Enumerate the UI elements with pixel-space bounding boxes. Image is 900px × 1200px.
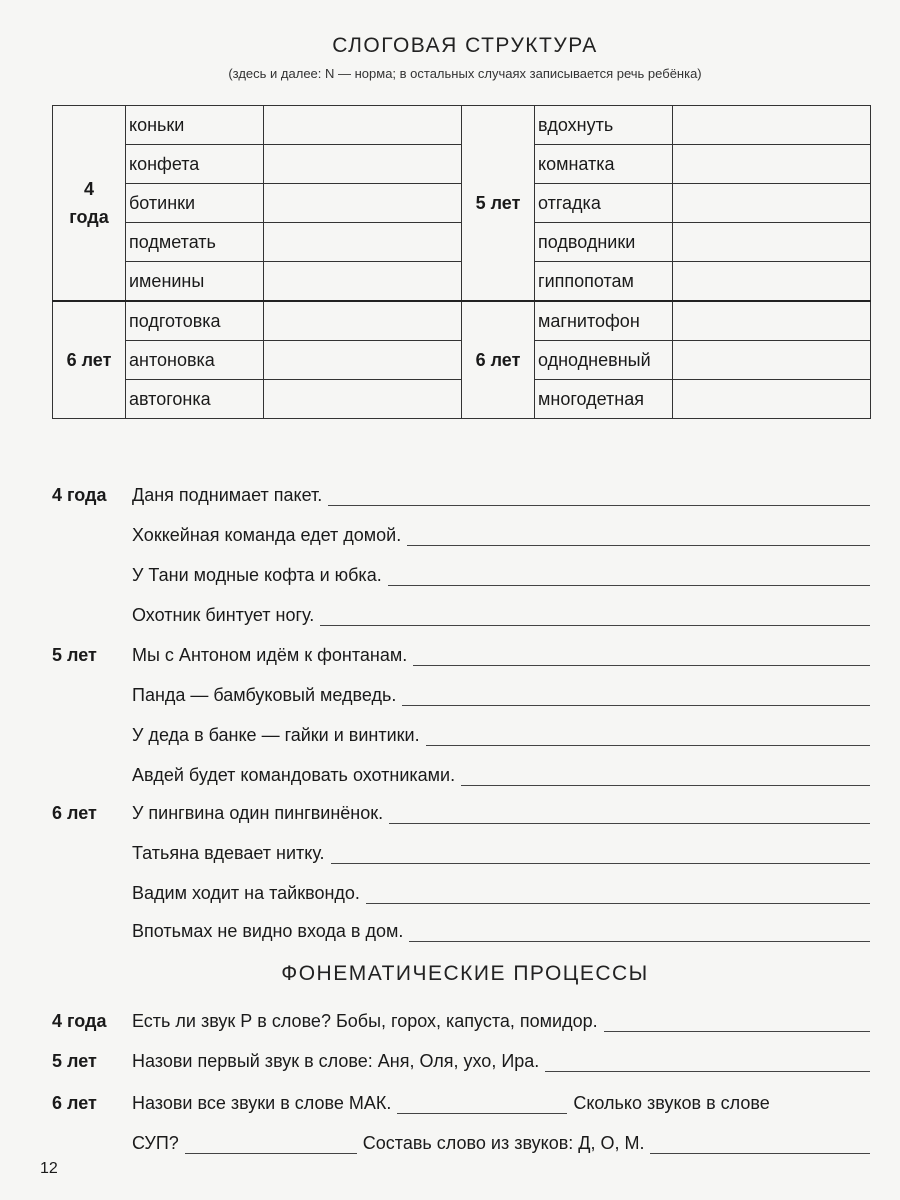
answer-cell[interactable] xyxy=(673,106,871,145)
age-cell: 5 лет xyxy=(462,106,535,302)
phonematic-row xyxy=(52,1124,870,1154)
task-text: Составь слово из звуков: Д, О, М. xyxy=(362,1133,645,1153)
age-label: 4 года xyxy=(52,1011,107,1031)
page-number: 12 xyxy=(40,1160,58,1177)
word-cell: отгадка xyxy=(535,184,673,223)
answer-cell[interactable] xyxy=(264,380,462,419)
age-label: 6 лет xyxy=(52,1093,97,1113)
task-text: Есть ли звук Р в слове? Бобы, горох, капуста, помидор. xyxy=(132,1011,598,1031)
sentence-text: У Тани модные кофта и юбка. xyxy=(132,565,382,585)
answer-cell[interactable] xyxy=(264,262,462,302)
age-label: 5 лет xyxy=(52,645,97,665)
sentence-row xyxy=(52,794,870,824)
age-label: 4 года xyxy=(52,485,107,505)
word-cell: однодневный xyxy=(535,341,673,380)
answer-line[interactable] xyxy=(388,567,870,586)
answer-line[interactable] xyxy=(407,527,870,546)
answer-line[interactable] xyxy=(320,607,870,626)
sentence-text: Охотник бинтует ногу. xyxy=(132,605,315,625)
section-note: (здесь и далее: N — норма; в остальных случаях записывается речь ребёнка) xyxy=(228,66,702,81)
word-cell: подметать xyxy=(126,223,264,262)
sentence-row xyxy=(52,556,870,586)
answer-line[interactable] xyxy=(331,845,870,864)
answer-line[interactable] xyxy=(604,1013,870,1032)
answer-cell[interactable] xyxy=(264,145,462,184)
word-cell: подводники xyxy=(535,223,673,262)
section-title-syllable-structure: СЛОГОВАЯ СТРУКТУРА xyxy=(332,34,598,57)
sentence-text: Авдей будет командовать охотниками. xyxy=(132,765,456,785)
word-cell: антоновка xyxy=(126,341,264,380)
answer-line[interactable] xyxy=(426,727,870,746)
sentence-text: Мы с Антоном идём к фонтанам. xyxy=(132,645,408,665)
word-cell: многодетная xyxy=(535,380,673,419)
phonematic-row xyxy=(52,1084,870,1114)
sentence-row xyxy=(52,834,870,864)
word-cell: конфета xyxy=(126,145,264,184)
word-cell: подготовка xyxy=(126,301,264,341)
answer-cell[interactable] xyxy=(673,184,871,223)
word-cell: именины xyxy=(126,262,264,302)
answer-line[interactable] xyxy=(402,687,870,706)
sentence-row xyxy=(52,516,870,546)
phonematic-row xyxy=(52,1002,870,1032)
answer-line[interactable] xyxy=(650,1135,870,1154)
answer-cell[interactable] xyxy=(673,262,871,302)
answer-line[interactable] xyxy=(366,885,870,904)
answer-line[interactable] xyxy=(389,805,870,824)
word-cell: комнатка xyxy=(535,145,673,184)
answer-cell[interactable] xyxy=(264,184,462,223)
answer-cell[interactable] xyxy=(673,145,871,184)
answer-cell[interactable] xyxy=(673,223,871,262)
answer-line[interactable] xyxy=(545,1053,870,1072)
task-text: Назови первый звук в слове: Аня, Оля, ухо, Ира. xyxy=(132,1051,540,1071)
sentence-row xyxy=(52,912,870,942)
table-row xyxy=(53,301,871,341)
answer-cell[interactable] xyxy=(673,380,871,419)
answer-cell[interactable] xyxy=(264,341,462,380)
sentence-row xyxy=(52,676,870,706)
age-cell: 4 года xyxy=(53,106,126,302)
sentence-row xyxy=(52,716,870,746)
answer-line[interactable] xyxy=(409,923,870,942)
sentence-row xyxy=(52,874,870,904)
answer-line[interactable] xyxy=(461,767,870,786)
word-cell: коньки xyxy=(126,106,264,145)
age-cell: 6 лет xyxy=(53,301,126,419)
sentence-text: Панда — бамбуковый медведь. xyxy=(132,685,397,705)
answer-line[interactable] xyxy=(413,647,870,666)
word-cell: вдохнуть xyxy=(535,106,673,145)
answer-cell[interactable] xyxy=(264,223,462,262)
sentence-text: Впотьмах не видно входа в дом. xyxy=(132,921,404,941)
answer-cell[interactable] xyxy=(673,341,871,380)
answer-cell[interactable] xyxy=(264,301,462,341)
syllable-table xyxy=(52,105,871,419)
answer-cell[interactable] xyxy=(264,106,462,145)
sentence-text: У пингвина один пингвинёнок. xyxy=(132,803,384,823)
answer-line[interactable] xyxy=(328,487,870,506)
sentence-text: Хоккейная команда едет домой. xyxy=(132,525,402,545)
age-label: 6 лет xyxy=(52,803,97,823)
phonematic-row xyxy=(52,1042,870,1072)
sentence-text: У деда в банке — гайки и винтики. xyxy=(132,725,420,745)
task-text: Сколько звуков в слове xyxy=(573,1093,770,1113)
sentence-text: Даня поднимает пакет. xyxy=(132,485,323,505)
answer-blank[interactable] xyxy=(397,1095,567,1114)
word-cell: ботинки xyxy=(126,184,264,223)
sentence-row xyxy=(52,636,870,666)
word-cell: магнитофон xyxy=(535,301,673,341)
sentence-text: Вадим ходит на тайквондо. xyxy=(132,883,360,903)
sentence-row xyxy=(52,756,870,786)
answer-blank[interactable] xyxy=(185,1135,357,1154)
sentence-text: Татьяна вдевает нитку. xyxy=(132,843,325,863)
section-title-phonematic: ФОНЕМАТИЧЕСКИЕ ПРОЦЕССЫ xyxy=(281,962,649,985)
age-label: 5 лет xyxy=(52,1051,97,1071)
word-cell: гиппопотам xyxy=(535,262,673,302)
word-cell: автогонка xyxy=(126,380,264,419)
table-row xyxy=(53,106,871,145)
answer-cell[interactable] xyxy=(673,301,871,341)
task-text: СУП? xyxy=(132,1133,179,1153)
age-cell: 6 лет xyxy=(462,301,535,419)
sentence-row xyxy=(52,476,870,506)
task-text: Назови все звуки в слове МАК. xyxy=(132,1093,392,1113)
sentence-row xyxy=(52,596,870,626)
